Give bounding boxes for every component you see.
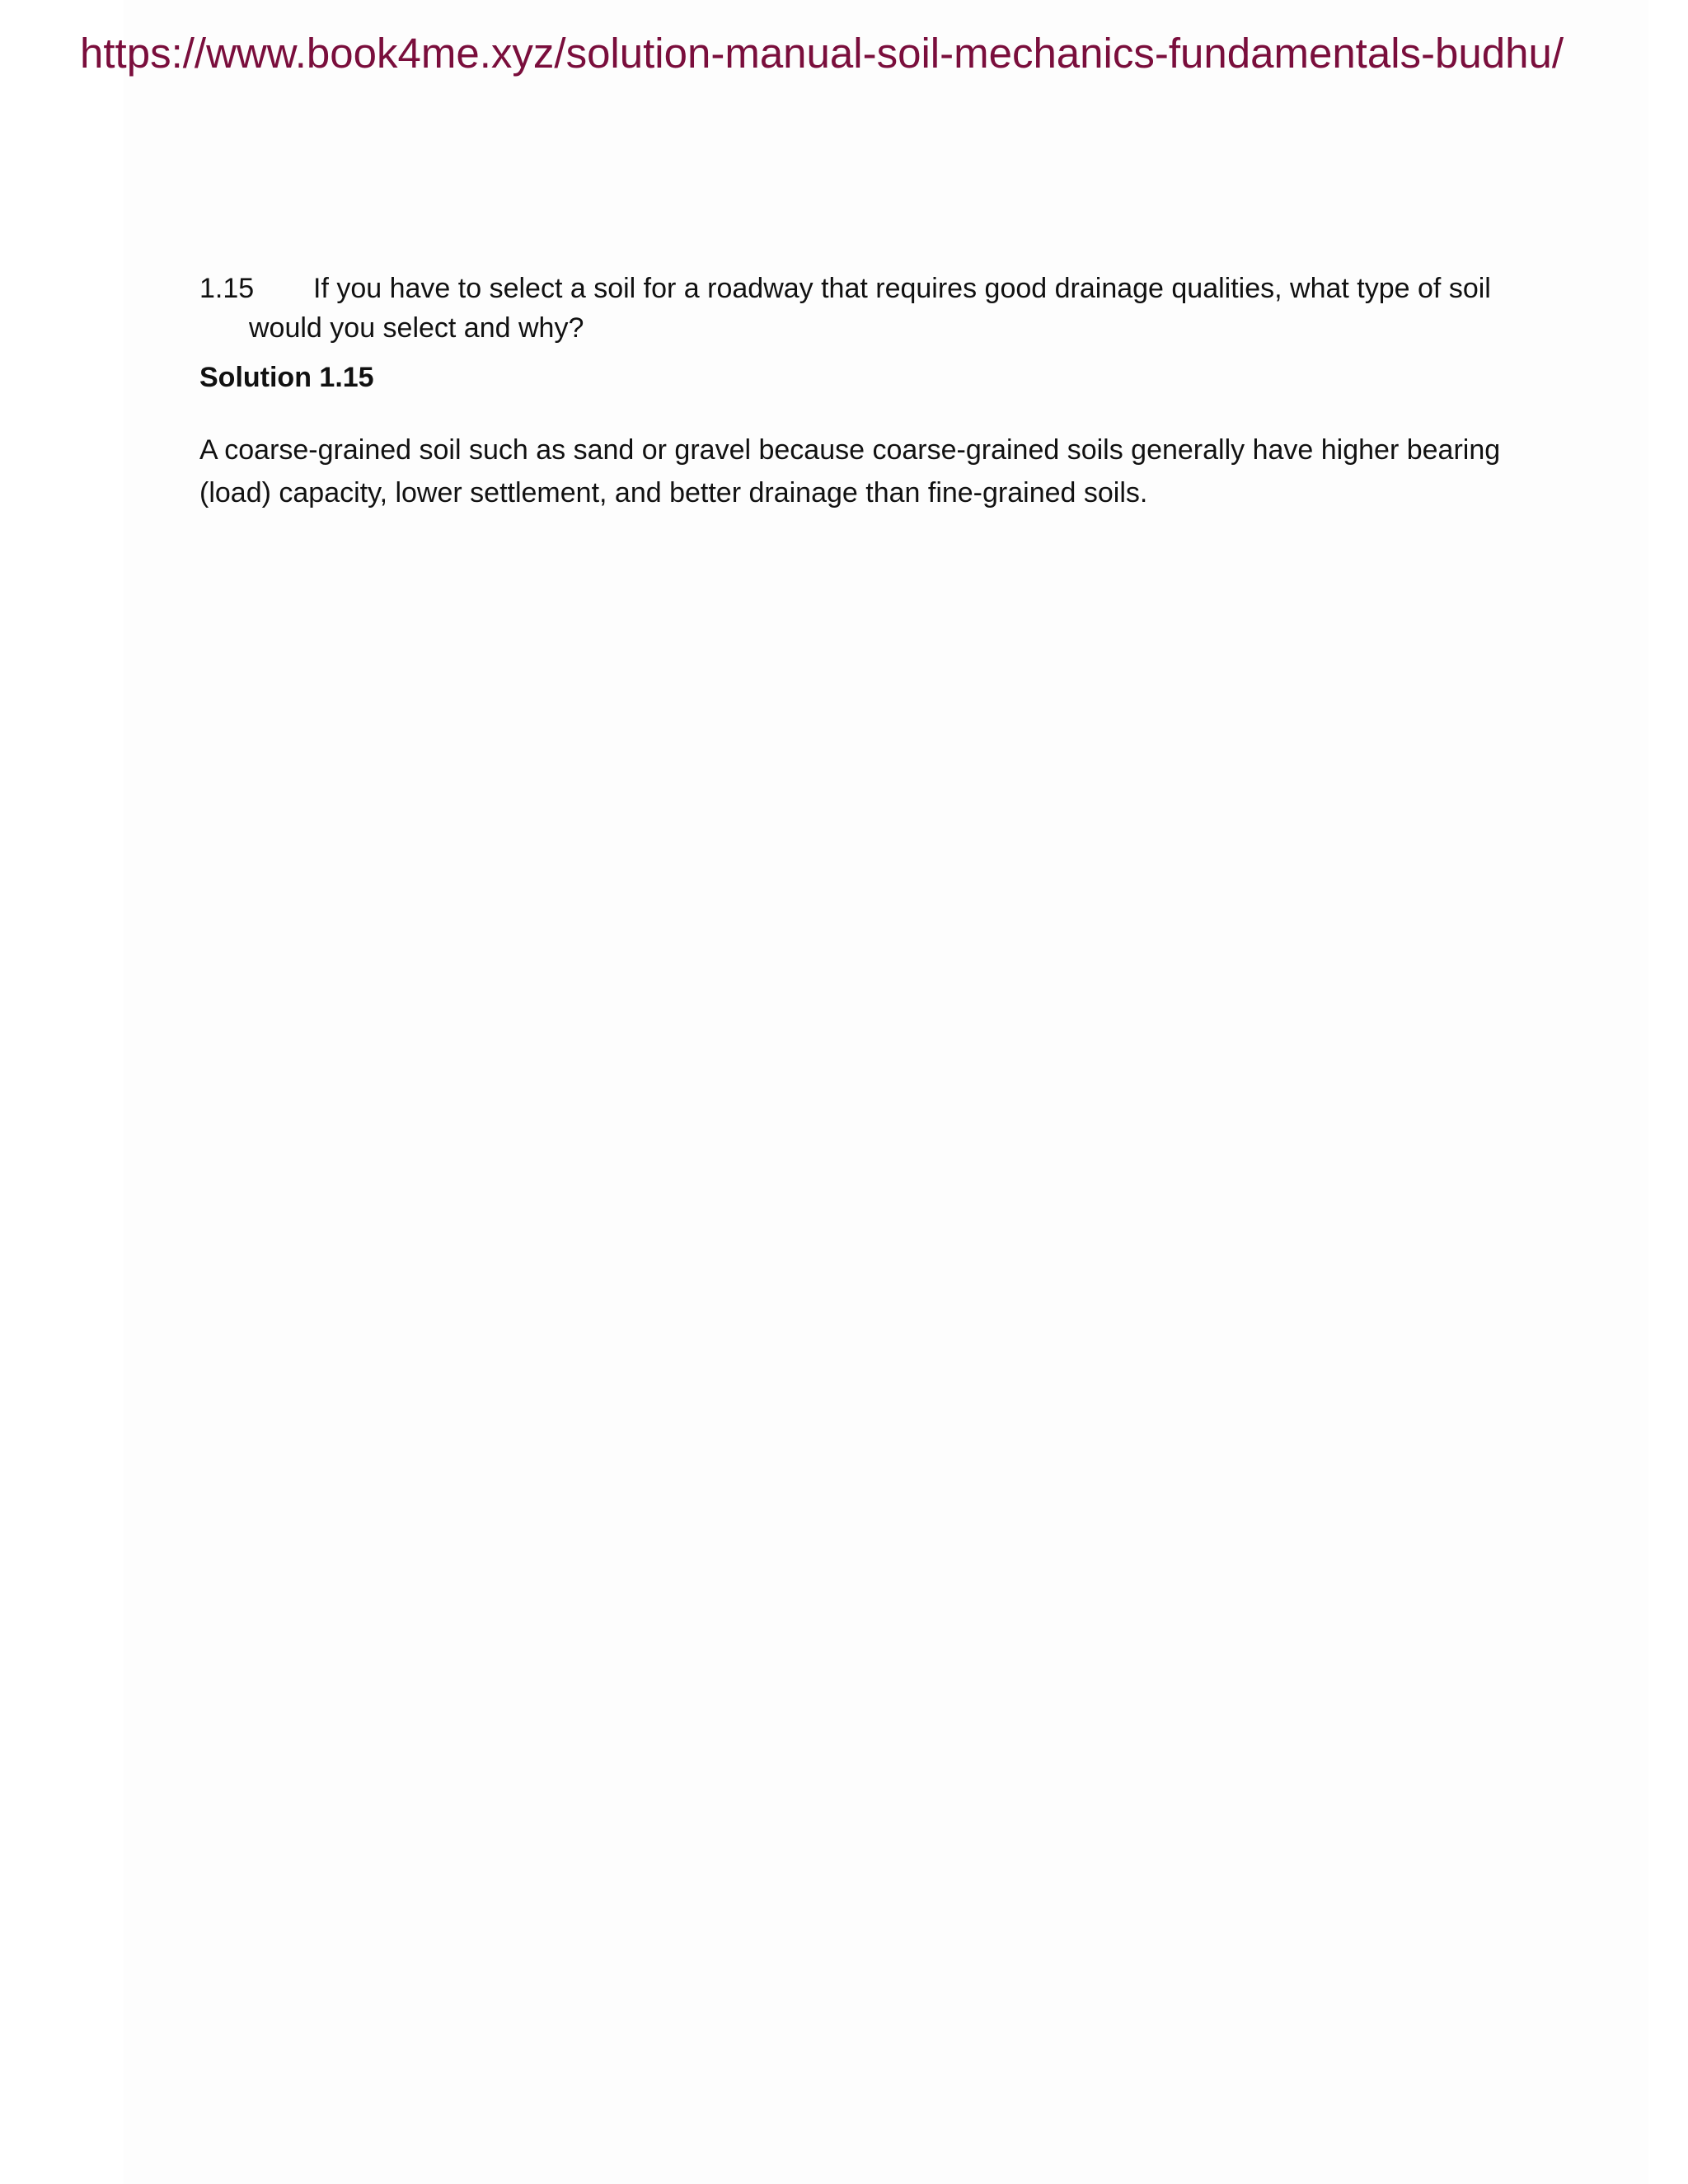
solution-answer-line1: A coarse-grained soil such as sand or gravel because coarse-grained soils generally have higher bearing	[199, 434, 1501, 466]
question-text-line2: would you select and why?	[249, 312, 584, 344]
question-block	[199, 269, 1502, 348]
solution-heading: Solution 1.15	[199, 362, 374, 393]
solution-answer-line2: (load) capacity, lower settlement, and better drainage than fine-grained soils.	[199, 477, 1148, 509]
header-url-link[interactable]: https://www.book4me.xyz/solution-manual-soil-mechanics-fundamentals-budhu/	[80, 30, 1564, 77]
question-text-line1: If you have to select a soil for a roadway that requires good drainage qualities, what type of soil	[313, 273, 1491, 304]
question-number: 1.15	[199, 273, 255, 304]
solution-answer	[199, 429, 1502, 514]
question-first-line	[199, 269, 1502, 308]
